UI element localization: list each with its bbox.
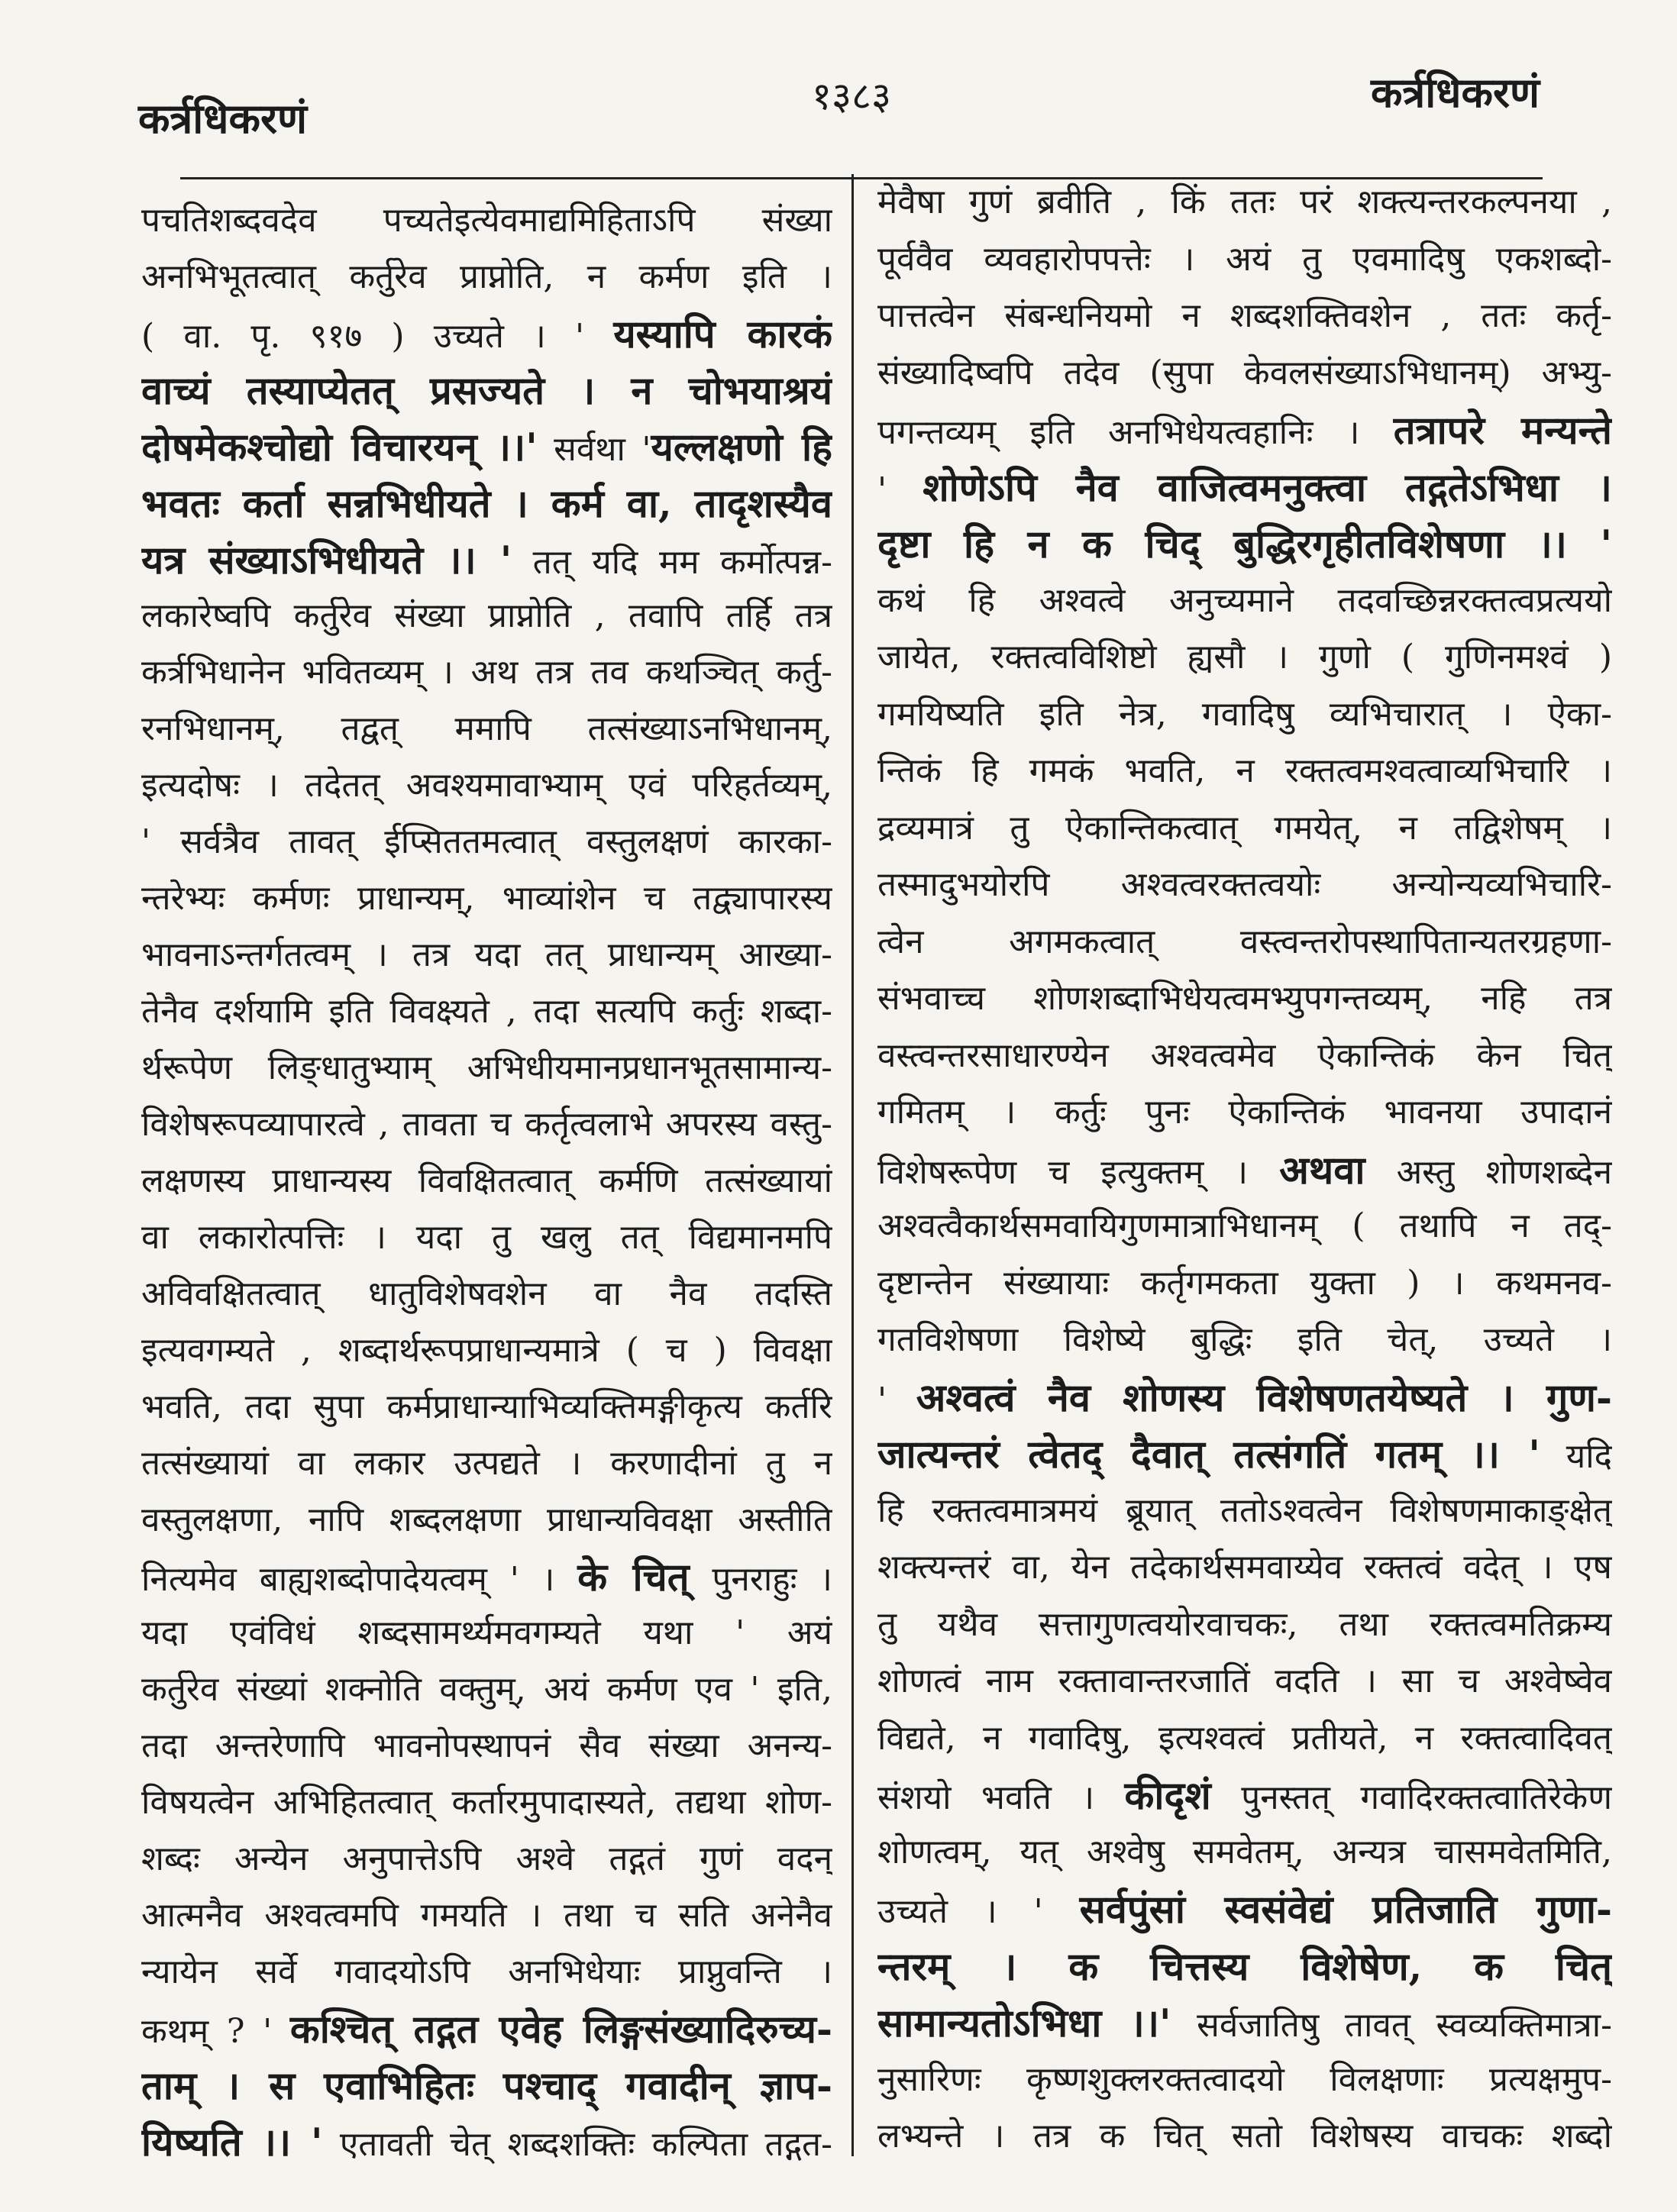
prose-text: उच्यते । ' — [877, 1892, 1080, 1931]
prose-text: पचतिशब्दवदेव पच्यतेइत्येवमाद्यमिहिताऽपि संख्या — [141, 201, 832, 240]
text-line — [141, 757, 832, 814]
prose-text: र्थरूपेण लिङ्धातुभ्याम् अभिधीयमानप्रधानभूतसामान्य- — [141, 1048, 832, 1087]
text-line — [141, 1492, 832, 1548]
text-line — [877, 1198, 1612, 1255]
text-line — [141, 1379, 832, 1435]
prose-text: शोणत्वं नाम रक्तावान्तरजातिं वदति । सा च अश्वेष्वेव — [877, 1661, 1612, 1700]
prose-text: हि रक्तत्वमात्रमयं ब्रूयात् ततोऽश्वत्वेन विशेषणमाकाङ्क्षेत् — [877, 1490, 1612, 1530]
prose-text: कथम् ? ' — [141, 2012, 290, 2051]
text-line — [877, 1824, 1612, 1881]
prose-text: एतावती चेत् शब्दशक्तिः कल्पिता तद्गत- — [322, 2125, 832, 2164]
prose-text: वा लकारोत्पत्तिः । यदा तु खलु तत् विद्यमानमपि — [141, 1218, 832, 1257]
prose-text: सर्वथा ' — [537, 430, 651, 469]
prose-text: लक्षणस्य प्राधान्यस्य विवक्षितत्वात् कर्मणि तत्संख्यायां — [141, 1161, 832, 1200]
text-line — [877, 2052, 1612, 2109]
prose-text: शक्त्यन्तरं वा, येन तदेकार्थसमवाय्येव रक्तत्वं वदेत् । एष — [877, 1548, 1612, 1587]
text-line — [141, 1605, 832, 1661]
text-line — [877, 515, 1612, 573]
text-line — [141, 1040, 832, 1096]
verse-text: दोषमेकश्चोद्यो विचारयन् ।।' — [141, 424, 538, 470]
text-line — [877, 402, 1612, 459]
verse-text: भवतः कर्ता सन्नभिधीयते । कर्म वा, तादृशस्यैव — [141, 480, 832, 526]
verse-text: अथवा — [1279, 1146, 1365, 1193]
text-line — [141, 1209, 832, 1266]
prose-text: ' — [877, 1380, 916, 1419]
text-line — [877, 1312, 1612, 1369]
text-line — [877, 288, 1612, 345]
prose-text: तेनैव दर्शयामि इति विवक्ष्यते , तदा सत्यपि कर्तुः शब्दा- — [141, 992, 832, 1031]
prose-text: त्वेन अगमकत्वात् वस्त्वन्तरोपस्थापितान्यतरग्रहणा- — [877, 922, 1612, 961]
text-line — [877, 573, 1612, 630]
verse-text: जात्यन्तरं त्वेतद् दैवात् तत्संगतिं गतम् ।। ' — [877, 1431, 1540, 1477]
prose-text: मेवैषा गुणं ब्रवीति , किं ततः परं शक्त्यन्तरकल्पनया , — [877, 182, 1612, 221]
text-line — [141, 2114, 832, 2170]
text-line — [141, 418, 832, 475]
text-line — [877, 1767, 1612, 1824]
prose-text: द्रव्यमात्रं तु ऐकान्तिकत्वात् गमयेत्, न तद्विशेषम् । — [877, 808, 1612, 848]
verse-text: वाच्यं तस्याप्येतत् प्रसज्यते । न चोभयाश्रयं — [141, 367, 832, 413]
text-line — [877, 1710, 1612, 1768]
text-line — [877, 1483, 1612, 1540]
text-line — [877, 1142, 1612, 1199]
verse-text: न्तरम् । क चित्तस्य विशेषेण, क चित् — [877, 1942, 1612, 1989]
prose-text: तु यथैव सत्तागुणत्वयोरवाचकः, तथा रक्तत्वमतिक्रम्य — [877, 1604, 1612, 1644]
text-line — [141, 531, 832, 588]
text-line — [141, 249, 832, 305]
prose-text: अस्तु शोणशब्देन — [1365, 1152, 1612, 1192]
prose-text: रनभिधानम्, तद्वत् ममापि तत्संख्याऽनभिधानम्, — [141, 709, 832, 748]
prose-text: न्तरेभ्यः कर्मणः प्राधान्यम्, भाव्यांशेन च तद्व्यापारस्य — [141, 879, 832, 918]
verse-text: सामान्यतोऽभिधा ।।' — [877, 2000, 1171, 2046]
prose-text: शब्दः अन्येन अनुपात्तेऽपि अश्वे तद्गतं गुणं वदन् — [141, 1839, 832, 1878]
prose-text: भवति, तदा सुपा कर्मप्राधान्याभिव्यक्तिमङ्गीकृत्य कर्तरि — [141, 1387, 832, 1426]
text-line — [141, 2000, 832, 2057]
prose-text: वस्त्वन्तरसाधारण्येन अश्वत्वमेव ऐकान्तिकं केन चित् — [877, 1035, 1612, 1075]
page-number: १३८३ — [812, 74, 891, 118]
text-line — [877, 459, 1612, 516]
prose-text: संभवाच्च शोणशब्दाभिधेयत्वमभ्युपगन्तव्यम्, नहि तत्र — [877, 979, 1612, 1018]
prose-text: अनभिभूतत्वात् कर्तुरेव प्राप्नोति, न कर्मण इति । — [141, 257, 832, 296]
prose-text: ' सर्वत्रैव तावत् ईप्सिततमत्वात् वस्तुलक्षणं कारका- — [141, 822, 832, 861]
prose-text: लभ्यन्ते । तत्र क चित् सतो विशेषस्य वाचकः शब्दो — [877, 2117, 1612, 2155]
prose-text: नित्यमेव बाह्यशब्दोपादेयत्वम् ' । — [141, 1560, 578, 1599]
text-line — [877, 1539, 1612, 1597]
prose-text: न्तिकं हि गमकं भवति, न रक्तत्वमश्वत्वाव्यभिचारि । — [877, 751, 1612, 790]
text-line — [141, 1266, 832, 1322]
text-line — [141, 1718, 832, 1774]
left-column — [141, 192, 832, 2170]
text-line — [141, 305, 832, 362]
text-line — [877, 1426, 1612, 1483]
prose-text: अविवक्षितत्वात् धातुविशेषवशेन वा नैव तदस्ति — [141, 1274, 832, 1313]
prose-text: विद्यते, न गवादिषु, इत्यश्वत्वं प्रतीयते, न रक्तत्वादिवत् — [877, 1718, 1612, 1758]
text-line — [141, 701, 832, 757]
text-line — [141, 983, 832, 1040]
prose-text: विशेषरूपेण च इत्युक्तम् । — [877, 1152, 1280, 1192]
verse-text: तत्रापरे मन्यन्ते — [1393, 407, 1612, 453]
prose-text: इत्यवगम्यते , शब्दार्थरूपप्राधान्यमात्रे ( च ) विवक्षा — [141, 1331, 832, 1370]
text-line — [877, 857, 1612, 914]
verse-text: यिष्यति ।। ' — [141, 2119, 323, 2165]
prose-text: नुसारिणः कृष्णशुक्लरक्तत्वादयो विलक्षणाः प्रत्यक्षमुप- — [877, 2059, 1612, 2099]
text-line — [877, 1369, 1612, 1426]
text-line — [877, 231, 1612, 289]
prose-text: यदा एवंविधं शब्दसामर्थ्यमवगम्यते यथा ' अयं — [141, 1613, 832, 1652]
verse-text: कीदृशं — [1124, 1772, 1211, 1818]
text-line — [877, 345, 1612, 402]
text-line — [141, 1096, 832, 1153]
text-line — [877, 1255, 1612, 1313]
verse-text: के चित् — [577, 1554, 690, 1600]
text-line — [877, 743, 1612, 800]
text-line — [141, 1944, 832, 2000]
text-line — [141, 362, 832, 418]
prose-text: पूर्ववैव व्यवहारोपपत्तेः । अयं तु एवमादिषु एकशब्दो- — [877, 239, 1612, 279]
prose-text: कर्त्रभिधानेन भवितव्यम् । अथ तत्र तव कथञ्चित् कर्तु- — [141, 653, 832, 692]
verse-text: शोणेऽपि नैव वाजित्वमनुक्त्वा तद्गतेऽभिधा । — [923, 463, 1612, 510]
verse-text: कश्चित् तद्गत एवेह लिङ्गसंख्यादिरुच्य- — [289, 2006, 832, 2052]
prose-text: इत्यदोषः । तदेतत् अवश्यमावाभ्याम् एवं परिहर्तव्यम्, — [141, 766, 832, 805]
prose-text: शोणत्वम्, यत् अश्वेषु समवेतम्, अन्यत्र चासमवेतमिति, — [877, 1832, 1612, 1871]
prose-text: यदि — [1540, 1437, 1612, 1476]
prose-text: संशयो भवति । — [877, 1778, 1125, 1817]
text-line — [877, 686, 1612, 744]
prose-text: पुनस्तत् गवादिरक्तत्वातिरेकेण — [1210, 1778, 1612, 1817]
text-line — [877, 800, 1612, 857]
text-line — [141, 192, 832, 249]
prose-text: पुनराहुः । — [689, 1560, 832, 1599]
right-column — [877, 174, 1612, 2165]
text-line — [877, 1597, 1612, 1654]
text-line — [877, 1028, 1612, 1085]
prose-text: दृष्टान्तेन संख्यायाः कर्तृगमकता युक्ता ) । कथमनव- — [877, 1263, 1612, 1303]
prose-text: अश्वत्वैकार्थसमवायिगुणमात्राभिधानम् ( तथापि न तद्- — [877, 1206, 1612, 1245]
prose-text: ' — [877, 470, 923, 509]
prose-text: वस्तुलक्षणा, नापि शब्दलक्षणा प्राधान्यविवक्षा अस्तीति — [141, 1500, 832, 1539]
text-line — [877, 1881, 1612, 1938]
prose-text: तदा अन्तरेणापि भावनोपस्थापनं सैव संख्या अनन्य- — [141, 1726, 832, 1765]
text-line — [141, 644, 832, 701]
text-line — [877, 1938, 1612, 1995]
text-line — [141, 1435, 832, 1492]
text-line — [141, 1774, 832, 1831]
prose-text: गतविशेषणा विशेष्ये बुद्धिः इति चेत्, उच्यते । — [877, 1320, 1612, 1359]
text-line — [877, 1653, 1612, 1710]
column-divider — [851, 174, 854, 2156]
prose-text: कर्तुरेव संख्यां शक्नोति वक्तुम्, अयं कर्मण एव ' इति, — [141, 1670, 832, 1709]
prose-text: संख्यादिष्वपि तदेव (सुपा केवलसंख्याऽभिधानम्) अभ्यु- — [877, 353, 1612, 392]
verse-text: यल्लक्षणो हि — [651, 424, 832, 470]
verse-text: सर्वपुंसां स्वसंवेद्यं प्रतिजाति गुणा- — [1079, 1886, 1612, 1932]
prose-text: न्यायेन सर्वे गवादयोऽपि अनभिधेयाः प्राप्नुवन्ति । — [141, 1952, 832, 1991]
text-line — [877, 2108, 1612, 2165]
running-header-left: कर्त्रधिकरणं — [138, 94, 308, 143]
verse-text: दृष्टा हि न क चिद् बुद्धिरगृहीतविशेषणा ।। ' — [877, 521, 1612, 567]
text-line — [141, 1322, 832, 1379]
prose-text: गमयिष्यति इति नेत्र, गवादिषु व्यभिचारात् । ऐका- — [877, 694, 1612, 734]
prose-text: तत्संख्यायां वा लकार उत्पद्यते । करणादीनां तु न — [141, 1444, 832, 1483]
prose-text: सर्वजातिषु तावत् स्वव्यक्तिमात्रा- — [1171, 2006, 1612, 2045]
text-line — [141, 870, 832, 927]
text-line — [877, 174, 1612, 231]
prose-text: विषयत्वेन अभिहितत्वात् कर्तारमुपादास्यते, तद्यथा शोण- — [141, 1783, 832, 1822]
prose-text: जायेत, रक्तत्वविशिष्टो ह्यसौ । गुणो ( गुणिनमश्वं ) — [877, 638, 1612, 677]
text-line — [141, 1887, 832, 1944]
verse-text: ताम् । स एवाभिहितः पश्चाद् गवादीन् ज्ञाप- — [141, 2062, 832, 2108]
running-header-right: कर्त्रधिकरणं — [1371, 68, 1540, 117]
prose-text: गमितम् । कर्तुः पुनः ऐकान्तिकं भावनया उपादानं — [877, 1093, 1612, 1132]
prose-text: तत् यदि मम कर्मोत्पन्न- — [512, 543, 832, 582]
prose-text: भावनाऽन्तर्गतत्वम् । तत्र यदा तत् प्राधान्यम् आख्या- — [141, 935, 832, 974]
text-line — [141, 588, 832, 644]
text-line — [877, 970, 1612, 1028]
prose-text: पगन्तव्यम् इति अनभिधेयत्वहानिः । — [877, 413, 1394, 452]
text-line — [141, 1661, 832, 1718]
text-line — [141, 475, 832, 531]
text-line — [877, 1994, 1612, 2052]
verse-text: अश्वत्वं नैव शोणस्य विशेषणतयेष्यते । गुण- — [916, 1374, 1612, 1420]
text-line — [141, 1831, 832, 1887]
prose-text: विशेषरूपव्यापारत्वे , तावता च कर्तृत्वलाभे अपरस्य वस्तु- — [141, 1105, 832, 1144]
prose-text: ( वा. पृ. ९१७ ) उच्यते । ' — [141, 317, 614, 356]
prose-text: पात्तत्वेन संबन्धनियमो न शब्दशक्तिवशेन , ततः कर्तृ- — [877, 296, 1612, 335]
text-line — [141, 2057, 832, 2114]
text-line — [141, 1548, 832, 1605]
prose-text: लकारेष्वपि कर्तुरेव संख्या प्राप्नोति , तवापि तर्हि तत्र — [141, 596, 832, 635]
text-line — [877, 914, 1612, 971]
prose-text: कथं हि अश्वत्वे अनुच्यमाने तदवच्छिन्नरक्तत्वप्रत्ययो — [877, 580, 1612, 620]
prose-text: आत्मनैव अश्वत्वमपि गमयति । तथा च सति अनेनैव — [141, 1896, 832, 1935]
prose-text: तस्मादुभयोरपि अश्वत्वरक्तत्वयोः अन्योन्यव्यभिचारि- — [877, 865, 1612, 904]
text-line — [141, 814, 832, 870]
text-line — [877, 629, 1612, 686]
text-line — [141, 927, 832, 983]
verse-text: यत्र संख्याऽभिधीयते ।। ' — [141, 537, 512, 583]
text-line — [877, 1084, 1612, 1142]
text-line — [141, 1153, 832, 1209]
verse-text: यस्यापि कारकं — [613, 311, 832, 357]
